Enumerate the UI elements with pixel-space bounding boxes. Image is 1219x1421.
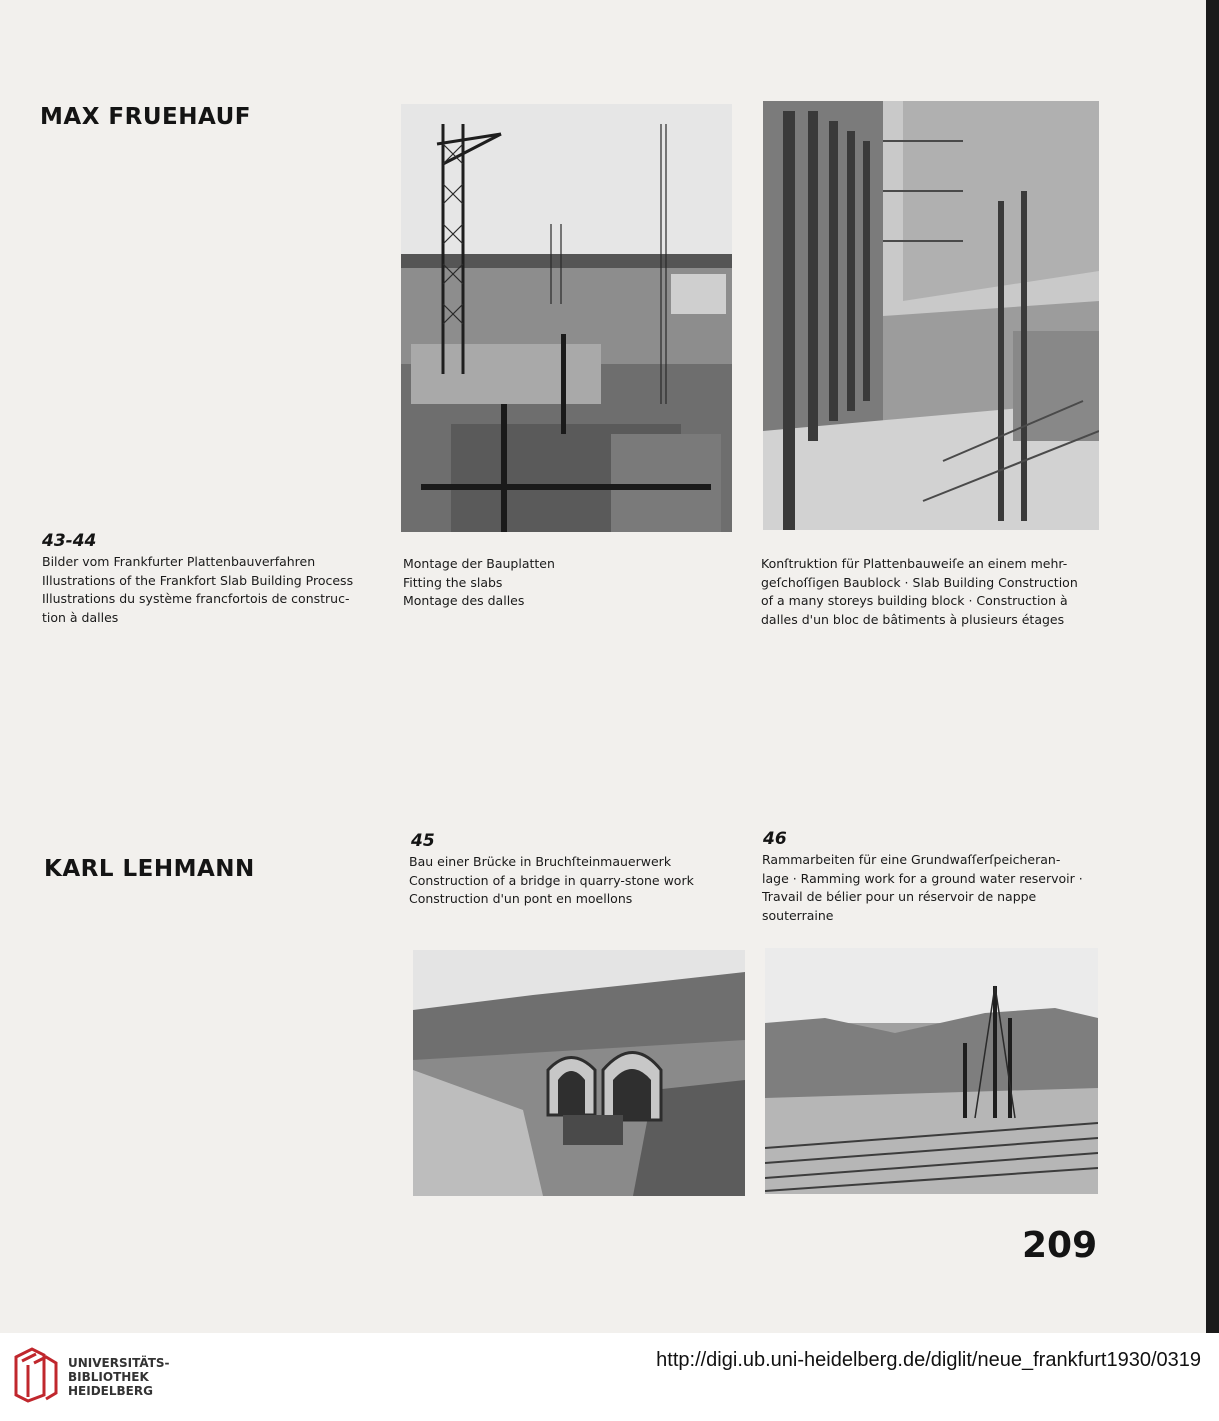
- logo-line: UNIVERSITÄTS-: [68, 1356, 170, 1370]
- caption-45: [409, 853, 694, 909]
- caption-46: [762, 851, 1083, 925]
- caption-line: Konſtruktion für Plattenbauweiſe an einem mehr-: [761, 556, 1068, 571]
- caption-line: Bau einer Brücke in Bruchſteinmauerwerk: [409, 854, 672, 869]
- logo-line: HEIDELBERG: [68, 1384, 153, 1398]
- library-logo-text: [68, 1356, 170, 1398]
- caption-slab-construction: [761, 555, 1078, 629]
- page-number: 209: [1022, 1225, 1098, 1266]
- caption-line: Fitting the slabs: [403, 574, 503, 590]
- logo-line: BIBLIOTHEK: [68, 1370, 149, 1384]
- caption-line: geſchoſſigen Baublock · Slab Building Construction: [761, 574, 1078, 590]
- caption-line: Illustrations of the Frankfort Slab Building Process: [42, 572, 354, 588]
- caption-line: lage · Ramming work for a ground water reservoir ·: [762, 870, 1083, 886]
- caption-fitting-slabs: [403, 555, 555, 611]
- photo-crane-construction: [401, 104, 732, 532]
- source-url-link[interactable]: http://digi.ub.uni-heidelberg.de/diglit/neue_frankfurt1930/0319: [656, 1349, 1201, 1371]
- photo-ramming-works: [765, 948, 1098, 1194]
- figure-number-46: 46: [763, 829, 787, 849]
- caption-line: Montage des dalles: [403, 593, 525, 608]
- figure-number-45: 45: [411, 831, 435, 851]
- caption-line: Bilder vom Frankfurter Plattenbauverfahren: [42, 554, 316, 569]
- heading-max-fruehauf: MAX FRUEHAUF: [40, 104, 251, 130]
- caption-line: Montage der Bauplatten: [403, 556, 555, 571]
- library-footer: [0, 1333, 1219, 1421]
- caption-line: Illustrations du système francfortois de construc-: [42, 591, 350, 606]
- figure-number-43-44: 43-44: [42, 531, 97, 551]
- photo-quarry-stone-bridge: [413, 950, 745, 1196]
- caption-43-44: [42, 553, 353, 627]
- heading-karl-lehmann: KARL LEHMANN: [44, 856, 255, 882]
- photo-slab-building-block: [763, 101, 1099, 530]
- caption-line: Construction of a bridge in quarry-stone work: [409, 872, 694, 888]
- page-edge-shadow: [1206, 0, 1219, 1333]
- caption-line: tion à dalles: [42, 609, 119, 625]
- caption-line: Travail de bélier pour un réservoir de nappe: [762, 889, 1037, 904]
- caption-line: dalles d'un bloc de bâtiments à plusieurs étages: [761, 611, 1065, 627]
- caption-line: of a many storeys building block · Construction à: [761, 593, 1068, 608]
- library-logo-icon: [12, 1345, 60, 1403]
- caption-line: Rammarbeiten für eine Grundwaſſerſpeicheran-: [762, 852, 1061, 867]
- caption-line: Construction d'un pont en moellons: [409, 891, 633, 906]
- caption-line: souterraine: [762, 907, 834, 923]
